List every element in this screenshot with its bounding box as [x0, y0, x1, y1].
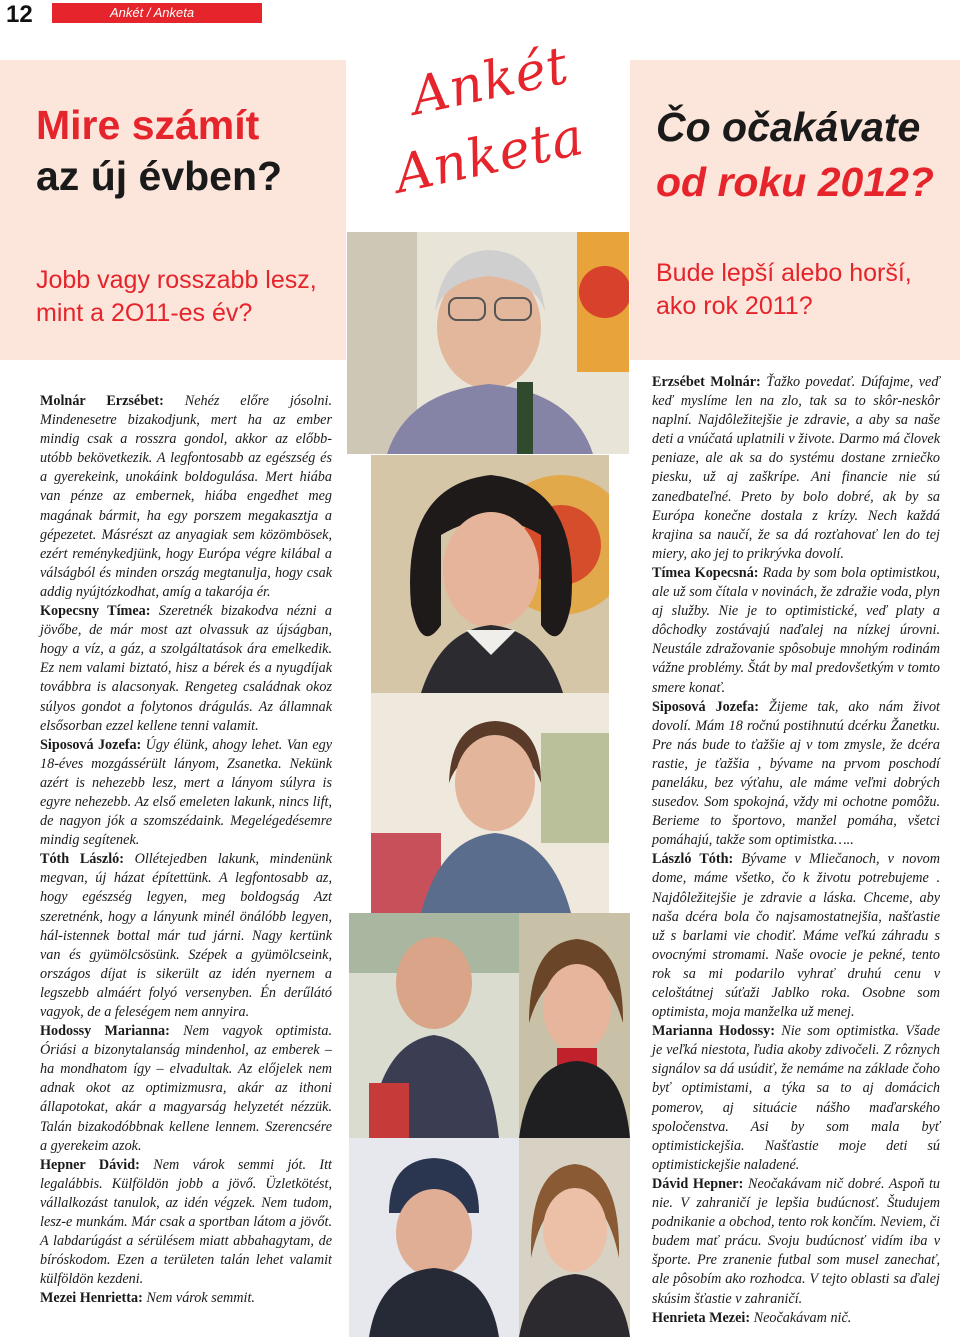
slovak-headline	[656, 100, 934, 210]
answer-hodossy-hu: Hodossy Marianna: Nem vagyok optimista. Óriási a bizonytalanság mindenhol, az emberek – ha mondhatom így – elvadultak. Az előjelek nem adnak okot az optimizmusra, akár az ithoni állapotokat, akár a magyarság helyzetét nézzük. Talán bizakodóbbnak kellene lennem. Szerencsére a gyerekeim azok.	[40, 1023, 333, 1154]
portrait-photo-woman-red-collar	[519, 913, 630, 1138]
portrait-photo-young-woman	[519, 1138, 630, 1337]
survey-script-slovak: Anketa	[389, 106, 590, 206]
answer-kopecsna-sk: Tímea Kopecsná: Rada by som bola optimistkou, ale už som čítala v novinách, že zdražie voda, plyn aj služby. Nie je to optimistické, veď platy a dôchodky zostávajú naďalej na nízkej úrovni. Neustále zdražovanie spôsobuje mnohým rodinám vážne problémy. Štát by mal predovšetkým v tomto smere konať.	[652, 564, 940, 696]
hungarian-answers-column	[40, 392, 332, 1309]
portrait-photo-woman-indoors	[371, 693, 609, 913]
answer-siposova-sk: Siposová Jozefa: Žijeme tak, ako nám život dovolí. Mám 18 ročnú postihnutú dcérku Žanetku. Pre nás bude to ťažšie aj v tom zmysle, že dcéra rastie, je ťažšia , bývame na prvom poschodí paneláku, bez výťahu, ale máme veľmi dobrých susedov. Som spokojná, vždy mi ochotne pomôžu. Berieme to športovo, manžel pomáha, všetci pomáhajú, takže som optimistka…..	[652, 698, 940, 849]
answer-kopecsny-hu: Kopecsny Tímea: Szeretnék bizakodva nézni a jövőbe, de már most azt olvassuk az újságban, hogy a víz, a gáz, a szolgáltatások ára emelkedik. Ez nem valami biztató, hisz a bérek és a nyugdíjak továbbra is alacsonyak. Rengeteg családnak okoz súlyos gondot a folytonos drágulás. Az államnak elsősorban ezzel kellene tenni valamit.	[40, 603, 333, 734]
portrait-photo-elderly-woman	[347, 232, 629, 454]
portrait-photo-dark-haired-woman	[371, 455, 609, 693]
hungarian-headline-line1: Mire számít	[36, 102, 260, 148]
portrait-photo-young-man-cap	[349, 1138, 519, 1337]
hungarian-headline	[36, 100, 282, 202]
answer-molnar-hu: Molnár Erzsébet: Nehéz előre jósolni. Mindenesetre bizakodjunk, mert ha az ember mindig csak a rosszra gondol, akkor az előbb-utóbb bekövetkezik. A legfontosabb az egészség és a gyerekeink, unokáink boldogulása. Mert hiába van pénze az embernek, hiába engedhet meg magának bármit, ha egy porszem megakasztja a gépezetet. Másrészt az anyagiak sem közömbösek, ezért reménykedjünk, hogy Európa végre kilábal a válságból és minden ország megtanulja, hogy csak addig nyújtózkodhat, amíg a takarója ér.	[40, 393, 332, 600]
hungarian-subtitle: Jobb vagy rosszabb lesz, mint a 2O11-es év?	[36, 266, 317, 327]
answer-hepner-hu: Hepner Dávid: Nem várok semmi jót. Itt legalábbis. Külföldön jobb a jövő. Üzletkötést, vállalkozást tanulok, az idén végzek. Nem tudom, lesz-e munkám. Már csak a sportban látom a jövőt. A labdarúgást a sérülésem miatt abbahagytam, de bíróskodom. Ezen a területen talán lehet valamit külföldön kezdeni.	[40, 1156, 332, 1288]
portrait-photo-bald-man	[349, 913, 519, 1138]
answer-mezei-sk: Henrieta Mezei: Neočakávam nič.	[652, 1309, 852, 1326]
hungarian-headline-line2: az új évben?	[36, 153, 283, 199]
slovak-headline-line1: Čo očakávate	[656, 104, 921, 150]
slovak-headline-line2: od roku 2012?	[656, 159, 934, 205]
answer-toth-hu: Tóth László: Ollétejedben lakunk, mindenünk megvan, új házat építettünk. A legfontosabb az, hogy egészség legyen, meg boldogság Azt szeretnénk, hogy a lányunk minél önálóbb legyen, hál-istennek bottal már tud járni. Nagy kertünk van és gyümölcsösünk. Szépek a gyümölcseink, országos díjat is sikerült az idén nyernem a legszebb almáért folyó versenyben. Én derűlátó vagyok, de a feleségem nem annyira.	[40, 851, 332, 1020]
answer-molnar-sk: Erzsébet Molnár: Ťažko povedať. Dúfajme, veď keď myslíme len na zlo, tak sa to skôr-neskôr naplní. Najdôležitejšie je zdravie, a aby sa naše deti a vnúčatá uplatnili v živote. Darmo má človek peniaze, ale ak sa do systému dostane zrniečko piesku, už aj zaškrípe. Ani financie nie sú zanedbateľné. Preto by bolo dobré, ak by sa Európa konečne dostala z krízy. Nech každá krajina sa naučí, že sa dá rozťahovať len do tej miery, ako jej to prikrývka dovolí.	[652, 374, 940, 562]
answer-toth-sk: László Tóth: Bývame v Mliečanoch, v novom dome, máme všetko, čo k životu potrebujeme . Najdôležitejšie je zdravie a láska. Chceme, aby naša dcéra bola čo najsamostatnejšia, našťastie už s barlami vie chodiť. Máme veľkú záhradu s ovocnými stromami. Naše ovocie je pekné, tento rok sa mi podarilo vyhrať druhú cenu v celoštátnej súťaži Jablko roka. Osobne som optimista, moja manželka už menej.	[652, 851, 940, 1021]
answer-hodossy-sk: Marianna Hodossy: Nie som optimistka. Všade je veľká niestota, ľudia akoby zdivočeli. Z rôznych signálov sa dá usúdiť, že nemáme na základe čoho byť optimistami, a týka sa to aj domácich pomerov, aj situácie nášho maďarského spoločenstva. Asi by som mala byť optimistickejšia. Našťastie moje deti sú optimistickejšie naladené.	[652, 1023, 940, 1173]
slovak-title-panel	[630, 60, 960, 360]
page-number: 12	[6, 1, 33, 28]
survey-script-hungarian: Ankét	[405, 35, 574, 128]
section-rubric: Ankét / Anketa	[52, 3, 262, 23]
slovak-subtitle: Bude lepší alebo horší, ako rok 2011?	[656, 259, 912, 320]
page-header	[0, 0, 960, 30]
answer-siposova-hu: Siposová Jozefa: Úgy élünk, ahogy lehet. Van egy 18-éves mozgássérült lányom, Zsanetka. Nekünk azért is nehezebb lesz, mert a lányom súlyra is egyre nehezebb. Az első emeleten lakunk, nincs lift, de nagyon jók a szomszédaink. Megelégedésemre mindig segítenek.	[40, 736, 333, 849]
answer-mezei-hu: Mezei Henrietta: Nem várok semmit.	[40, 1290, 255, 1307]
hungarian-title-panel	[0, 60, 346, 360]
slovak-answers-column	[652, 373, 940, 1328]
answer-hepner-sk: Dávid Hepner: Neočakávam nič dobré. Aspoň tu nie. V zahraničí je lepšia budúcnosť. Študujem podnikanie a obchod, tento rok končím. Neviem, či budem mať prácu. Svoju budúcnosť vidím iba v športe. Pre zranenie futbal som musel zanechať, ale pôsobím ako rozhodca. V tejto oblasti sa ďalej skúsim šťastie v zahraničí.	[652, 1175, 941, 1307]
